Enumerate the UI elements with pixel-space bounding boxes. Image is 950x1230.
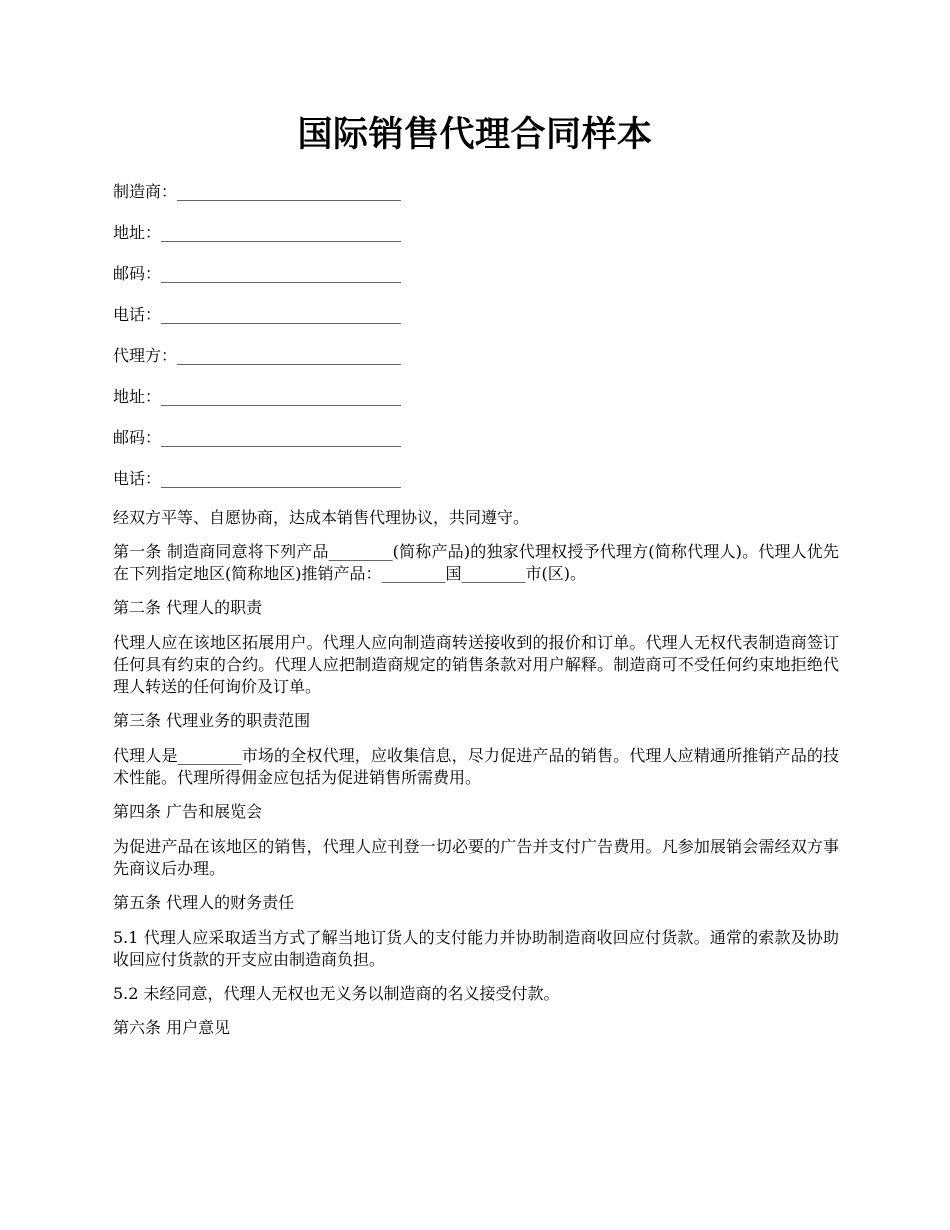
article-3-body: 代理人是________市场的全权代理，应收集信息，尽力促进产品的销售。代理人应精通所推销产品的技术性能。代理所得佣金应包括为促进销售所需费用。: [113, 746, 839, 787]
article-4-heading: 第四条 广告和展览会: [113, 802, 263, 821]
contract-body: [113, 507, 839, 1052]
field-blank: ______________________________: [161, 387, 402, 406]
agent-phone-field: [113, 463, 513, 504]
article-5-heading: 第五条 代理人的财务责任: [113, 893, 295, 912]
article-6-heading: 第六条 用户意见: [113, 1018, 231, 1037]
field-label: 电话：: [113, 305, 162, 324]
article-2-heading: 第二条 代理人的职责: [113, 598, 263, 617]
article-3-heading: 第三条 代理业务的职责范围: [113, 711, 311, 730]
field-label: 地址：: [113, 223, 162, 242]
agent-postcode-field: [113, 422, 513, 463]
field-blank: ______________________________: [161, 305, 402, 324]
field-blank: ____________________________: [177, 182, 402, 201]
field-label: 制造商：: [113, 182, 178, 201]
party-fields: [113, 176, 513, 504]
agent-address-field: [113, 381, 513, 422]
field-label: 地址：: [113, 387, 162, 406]
article-2-body: 代理人应在该地区拓展用户。代理人应向制造商转送接收到的报价和订单。代理人无权代表制造商签订任何具有约束的合约。代理人应把制造商规定的销售条款对用户解释。制造商可不受任何约束地拒绝代理人转送的任何询价及订单。: [113, 633, 839, 696]
article-5-2: 5.2 未经同意，代理人无权也无义务以制造商的名义接受付款。: [113, 984, 560, 1003]
manufacturer-phone-field: [113, 299, 513, 340]
field-blank: ____________________________: [177, 346, 402, 365]
manufacturer-address-field: [113, 217, 513, 258]
field-blank: ______________________________: [161, 428, 402, 447]
field-label: 代理方：: [113, 346, 178, 365]
field-label: 电话：: [113, 469, 162, 488]
manufacturer-postcode-field: [113, 258, 513, 299]
article-4-body: 为促进产品在该地区的销售，代理人应刊登一切必要的广告并支付广告费用。凡参加展销会需经双方事先商议后办理。: [113, 837, 839, 878]
field-label: 邮码：: [113, 264, 162, 283]
field-blank: ______________________________: [161, 264, 402, 283]
article-5-1: 5.1 代理人应采取适当方式了解当地订货人的支付能力并协助制造商收回应付货款。通常的索款及协助收回应付货款的开支应由制造商负担。: [113, 928, 839, 969]
article-1: 第一条 制造商同意将下列产品________(简称产品)的独家代理权授予代理方(简称代理人)。代理人优先在下列指定地区(简称地区)推销产品：________国________市(区)。: [113, 542, 839, 583]
agent-field: [113, 340, 513, 381]
field-blank: ______________________________: [161, 223, 402, 242]
field-label: 邮码：: [113, 428, 162, 447]
document-title: 国际销售代理合同样本: [297, 114, 653, 155]
manufacturer-field: [113, 176, 513, 217]
field-blank: ______________________________: [161, 469, 402, 488]
intro-paragraph: 经双方平等、自愿协商，达成本销售代理协议，共同遵守。: [113, 508, 530, 527]
